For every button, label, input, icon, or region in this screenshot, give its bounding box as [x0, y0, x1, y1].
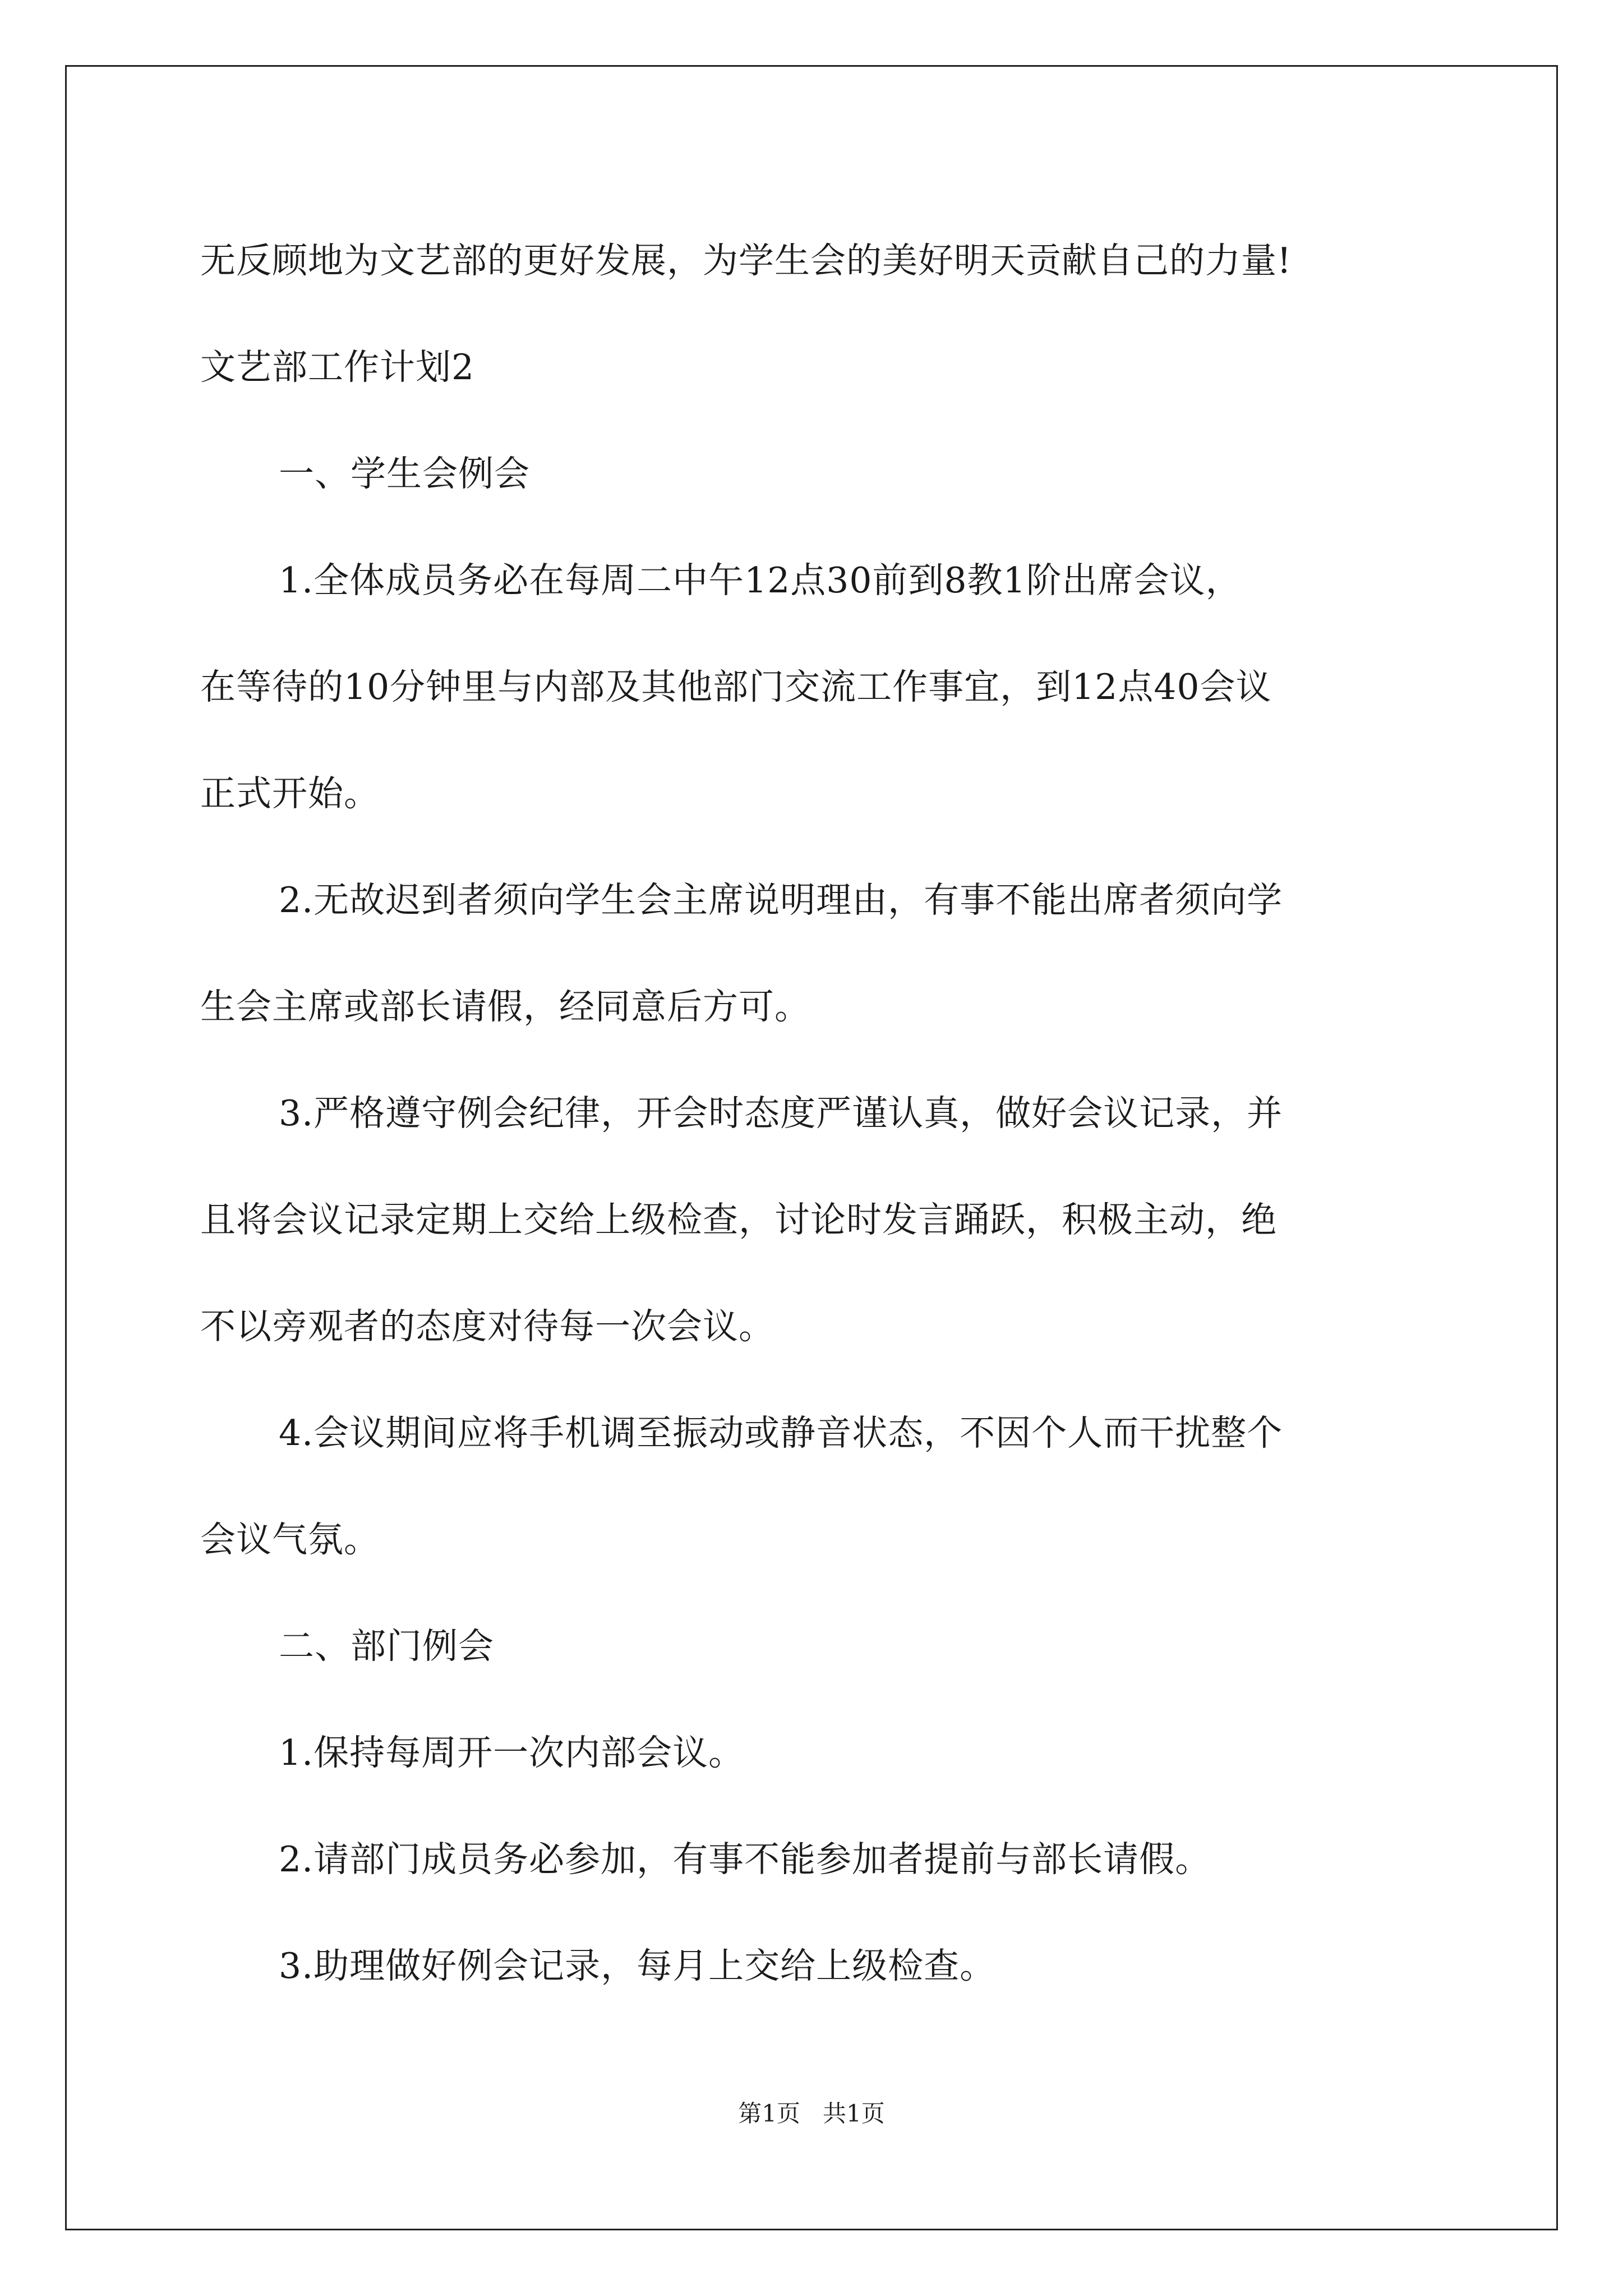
paragraph-continuation: 无反顾地为文艺部的更好发展，为学生会的美好明天贡献自己的力量!	[200, 240, 1292, 281]
item-1-line-3: 正式开始。	[200, 773, 380, 814]
section-title: 文艺部工作计划2	[200, 347, 475, 388]
dept-item-2: 2.请部门成员务必参加，有事不能参加者提前与部长请假。	[279, 1839, 1211, 1880]
item-4-line-2: 会议气氛。	[200, 1519, 380, 1560]
item-2-line-2: 生会主席或部长请假，经同意后方可。	[200, 986, 810, 1027]
dept-item-3: 3.助理做好例会记录，每月上交给上级检查。	[279, 1945, 996, 1986]
page-footer: 第1页 共1页	[738, 2100, 885, 2127]
dept-item-1: 1.保持每周开一次内部会议。	[279, 1732, 745, 1773]
item-3-line-2: 且将会议记录定期上交给上级检查，讨论时发言踊跃，积极主动，绝	[200, 1199, 1277, 1240]
item-3-line-3: 不以旁观者的态度对待每一次会议。	[200, 1306, 774, 1347]
item-2-line-1: 2.无故迟到者须向学生会主席说明理由，有事不能出席者须向学	[279, 880, 1283, 921]
heading-student-union-meeting: 一、学生会例会	[279, 453, 530, 494]
heading-department-meeting: 二、部门例会	[279, 1626, 494, 1667]
item-4-line-1: 4.会议期间应将手机调至振动或静音状态，不因个人而干扰整个	[279, 1412, 1283, 1453]
item-3-line-1: 3.严格遵守例会纪律，开会时态度严谨认真，做好会议记录，并	[279, 1093, 1283, 1134]
item-1-line-2: 在等待的10分钟里与内部及其他部门交流工作事宜，到12点40会议	[200, 666, 1272, 707]
item-1-line-1: 1.全体成员务必在每周二中午12点30前到8教1阶出席会议，	[279, 560, 1242, 601]
document-body	[200, 208, 1431, 2019]
